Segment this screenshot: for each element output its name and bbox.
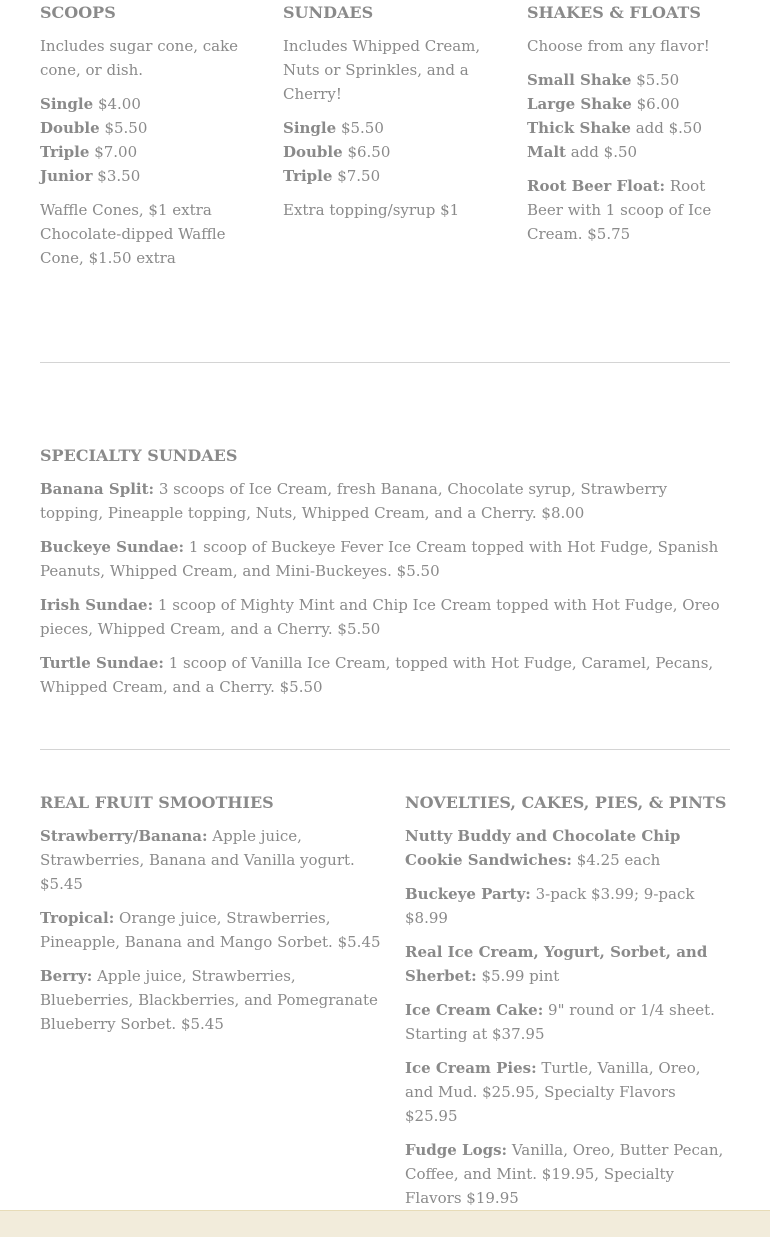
novelties-section bbox=[405, 790, 730, 1220]
scoops-title: SCOOPS bbox=[40, 3, 116, 22]
price-line bbox=[527, 68, 730, 92]
item-desc: 1 scoop of Buckeye Fever Ice Cream topped with Hot Fudge, Spanish Peanuts, Whipped Cream, and Mini-Buckeyes. $5.50 bbox=[40, 538, 719, 580]
menu-item bbox=[40, 535, 730, 583]
item-price: $6.00 bbox=[636, 95, 680, 113]
menu-item bbox=[40, 477, 730, 525]
item-price: add $.50 bbox=[570, 143, 638, 161]
item-name: Nutty Buddy and Chocolate Chip Cookie Sandwiches: bbox=[405, 827, 681, 869]
section-divider bbox=[40, 362, 730, 363]
item-name: Malt bbox=[527, 143, 566, 161]
item-price: $6.50 bbox=[347, 143, 391, 161]
item-name: Thick Shake bbox=[527, 119, 631, 137]
item-desc: 3 scoops of Ice Cream, fresh Banana, Chocolate syrup, Strawberry topping, Pineapple topping, Nuts, Whipped Cream, and a Cherry. $8.00 bbox=[40, 480, 668, 522]
novelties-title: NOVELTIES, CAKES, PIES, & PINTS bbox=[405, 793, 727, 812]
menu-item bbox=[405, 998, 730, 1046]
item-desc: Apple juice, Strawberries, Banana and Vanilla yogurt. $5.45 bbox=[40, 827, 355, 893]
item-name: Junior bbox=[40, 167, 93, 185]
item-name: Banana Split: bbox=[40, 480, 155, 498]
menu-item bbox=[40, 824, 393, 896]
item-name: Strawberry/Banana: bbox=[40, 827, 208, 845]
menu-item bbox=[40, 651, 730, 699]
sundaes-intro: Includes Whipped Cream, Nuts or Sprinkles, and a Cherry! bbox=[283, 37, 481, 103]
smoothies-title: REAL FRUIT SMOOTHIES bbox=[40, 793, 274, 812]
shakes-title: SHAKES & FLOATS bbox=[527, 3, 701, 22]
item-name: Ice Cream Pies: bbox=[405, 1059, 537, 1077]
price-line bbox=[283, 164, 487, 188]
item-price: $3.50 bbox=[97, 167, 141, 185]
price-line bbox=[40, 116, 259, 140]
section-divider bbox=[40, 749, 730, 750]
item-name: Double bbox=[40, 119, 100, 137]
shakes-section bbox=[527, 0, 730, 280]
item-name: Triple bbox=[283, 167, 333, 185]
scoops-price-list bbox=[40, 92, 259, 188]
sundaes-section bbox=[283, 0, 527, 280]
shakes-intro: Choose from any flavor! bbox=[527, 37, 710, 55]
scoops-note: Waffle Cones, $1 extra Chocolate-dipped Waffle Cone, $1.50 extra bbox=[40, 201, 226, 267]
price-line bbox=[40, 164, 259, 188]
item-desc: 9" round or 1/4 sheet. Starting at $37.95 bbox=[405, 1001, 715, 1043]
item-name: Fudge Logs: bbox=[405, 1141, 508, 1159]
item-desc: 1 scoop of Mighty Mint and Chip Ice Cream topped with Hot Fudge, Oreo pieces, Whipped Cream, and a Cherry. $5.50 bbox=[40, 596, 720, 638]
price-line bbox=[527, 92, 730, 116]
item-price: $4.00 bbox=[97, 95, 141, 113]
item-name: Single bbox=[40, 95, 94, 113]
item-price: $5.50 bbox=[340, 119, 384, 137]
item-name: Irish Sundae: bbox=[40, 596, 154, 614]
scoops-intro: Includes sugar cone, cake cone, or dish. bbox=[40, 37, 239, 79]
item-name: Ice Cream Cake: bbox=[405, 1001, 544, 1019]
item-price: $7.50 bbox=[337, 167, 381, 185]
root-beer-float bbox=[527, 174, 730, 246]
item-desc: Apple juice, Strawberries, Blueberries, Blackberries, and Pomegranate Blueberry Sorbet. $5.45 bbox=[40, 967, 378, 1033]
price-line bbox=[283, 140, 487, 164]
sundaes-note: Extra topping/syrup $1 bbox=[283, 201, 460, 219]
item-desc: $4.25 each bbox=[576, 851, 661, 869]
sundaes-title: SUNDAES bbox=[283, 3, 374, 22]
item-desc: 1 scoop of Vanilla Ice Cream, topped with Hot Fudge, Caramel, Pecans, Whipped Cream, and a Cherry. $5.50 bbox=[40, 654, 714, 696]
menu-item bbox=[405, 882, 730, 930]
scoops-section bbox=[40, 0, 283, 280]
price-line bbox=[527, 116, 730, 140]
menu-item bbox=[405, 824, 730, 872]
shakes-price-list bbox=[527, 68, 730, 164]
specialty-title: SPECIALTY SUNDAES bbox=[40, 446, 238, 465]
menu-item bbox=[405, 1056, 730, 1128]
item-name: Real Ice Cream, Yogurt, Sorbet, and Sherbet: bbox=[405, 943, 708, 985]
menu-item bbox=[405, 940, 730, 988]
menu-item bbox=[40, 593, 730, 641]
item-desc: Turtle, Vanilla, Oreo, and Mud. $25.95, Specialty Flavors $25.95 bbox=[405, 1059, 701, 1125]
item-name: Single bbox=[283, 119, 337, 137]
smoothies-section bbox=[40, 790, 405, 1220]
bottom-menu-row bbox=[40, 790, 730, 1220]
price-line bbox=[40, 92, 259, 116]
item-name: Buckeye Sundae: bbox=[40, 538, 185, 556]
menu-item bbox=[405, 1138, 730, 1210]
specialty-section bbox=[40, 443, 730, 699]
item-price: add $.50 bbox=[635, 119, 703, 137]
item-name: Root Beer Float: bbox=[527, 177, 666, 195]
item-desc: $5.99 pint bbox=[481, 967, 560, 985]
menu-item bbox=[40, 964, 393, 1036]
price-line bbox=[283, 116, 487, 140]
price-line bbox=[40, 140, 259, 164]
item-desc: Vanilla, Oreo, Butter Pecan, Coffee, and Mint. $19.95, Specialty Flavors $19.95 bbox=[405, 1141, 724, 1207]
price-line bbox=[527, 140, 730, 164]
menu-item bbox=[40, 906, 393, 954]
item-name: Turtle Sundae: bbox=[40, 654, 164, 672]
item-name: Triple bbox=[40, 143, 90, 161]
item-name: Buckeye Party: bbox=[405, 885, 531, 903]
item-price: $5.50 bbox=[104, 119, 148, 137]
sundaes-price-list bbox=[283, 116, 487, 188]
item-price: $7.00 bbox=[94, 143, 138, 161]
item-name: Double bbox=[283, 143, 343, 161]
item-price: $5.50 bbox=[636, 71, 680, 89]
item-desc: 3-pack $3.99; 9-pack $8.99 bbox=[405, 885, 695, 927]
footer-bar bbox=[0, 1210, 770, 1237]
item-name: Berry: bbox=[40, 967, 93, 985]
item-name: Tropical: bbox=[40, 909, 115, 927]
item-desc: Root Beer with 1 scoop of Ice Cream. $5.75 bbox=[527, 177, 712, 243]
item-name: Large Shake bbox=[527, 95, 632, 113]
top-menu-row bbox=[40, 0, 730, 280]
item-name: Small Shake bbox=[527, 71, 632, 89]
item-desc: Orange juice, Strawberries, Pineapple, Banana and Mango Sorbet. $5.45 bbox=[40, 909, 381, 951]
